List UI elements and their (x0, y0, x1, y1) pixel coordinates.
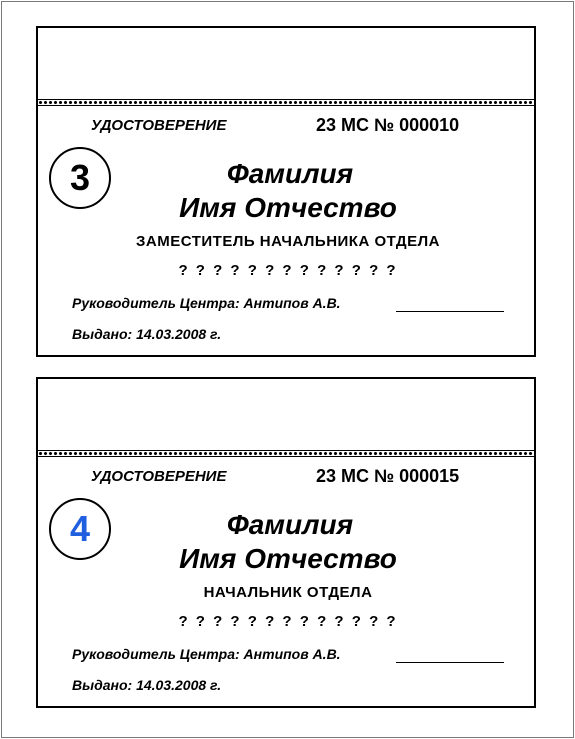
certificate-card (36, 377, 536, 708)
center-head: Руководитель Центра: Антипов А.В. (72, 295, 341, 311)
badge-number: 3 (69, 157, 91, 198)
certificate-card (36, 26, 536, 357)
certificate-label: УДОСТОВЕРЕНИЕ (91, 117, 227, 134)
issue-date: Выдано: 14.03.2008 г. (72, 326, 222, 342)
position-title: НАЧАЛЬНИК ОТДЕЛА (203, 584, 373, 601)
full-name: Имя Отчество (179, 192, 397, 223)
full-name: Имя Отчество (179, 543, 397, 574)
certificate-label: УДОСТОВЕРЕНИЕ (91, 468, 227, 485)
certificate-number: 23 МС № 000010 (316, 115, 460, 135)
placeholder-text: ? ? ? ? ? ? ? ? ? ? ? ? ? (178, 613, 398, 630)
signature-line (396, 662, 504, 663)
perforation-line (38, 99, 534, 106)
position-title: ЗАМЕСТИТЕЛЬ НАЧАЛЬНИКА ОТДЕЛА (136, 233, 440, 250)
placeholder-text: ? ? ? ? ? ? ? ? ? ? ? ? ? (178, 262, 398, 279)
center-head: Руководитель Центра: Антипов А.В. (72, 646, 341, 662)
issue-date: Выдано: 14.03.2008 г. (72, 677, 222, 693)
surname: Фамилия (226, 158, 354, 189)
perforation-line (38, 450, 534, 457)
surname: Фамилия (226, 509, 354, 540)
badge-number: 4 (69, 508, 91, 549)
signature-line (396, 311, 504, 312)
certificate-number: 23 МС № 000015 (316, 466, 460, 486)
